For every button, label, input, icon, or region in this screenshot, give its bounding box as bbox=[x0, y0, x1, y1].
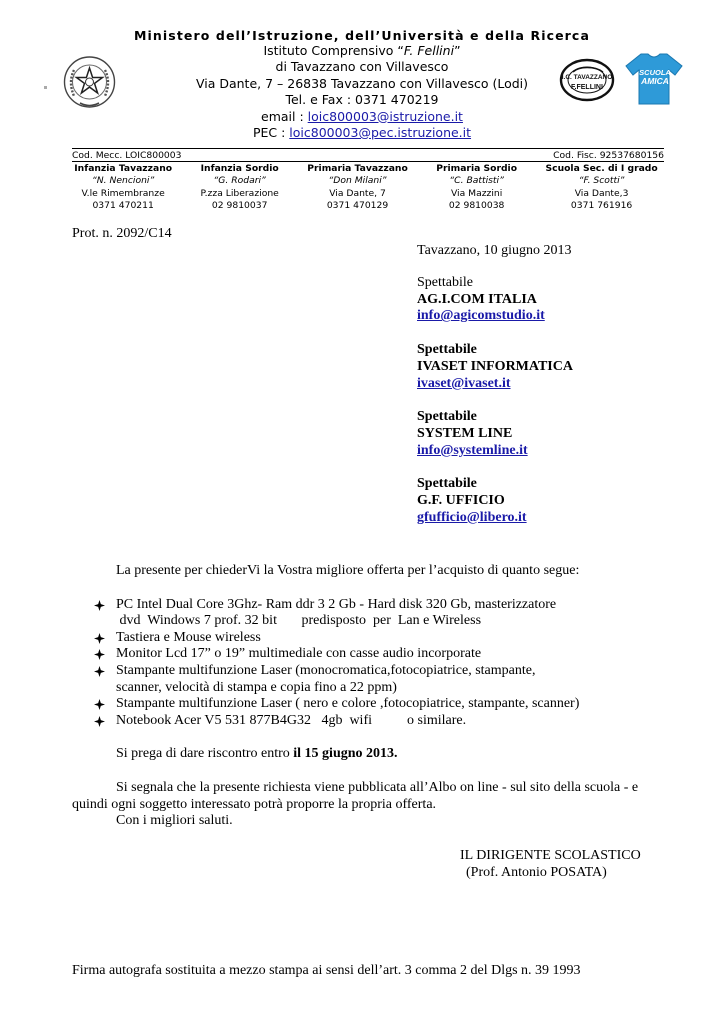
recipient-email-link[interactable]: info@agicomstudio.it bbox=[417, 308, 545, 324]
letter-body bbox=[72, 563, 662, 830]
institute-address: Via Dante, 7 – 26838 Tavazzano con Villavesco (Lodi) bbox=[195, 75, 529, 91]
pec-link[interactable]: loic800003@pec.istruzione.it bbox=[289, 125, 472, 141]
protocol-number: Prot. n. 2092/C14 bbox=[72, 226, 172, 241]
diamond-bullet-icon bbox=[94, 716, 105, 727]
scuola-amica-shirt-logo bbox=[624, 50, 684, 106]
list-item: Monitor Lcd 17” o 19” multimediale con casse audio incorporate bbox=[72, 646, 662, 663]
institute-pec: PEC : loic800003@pec.istruzione.it bbox=[252, 125, 472, 141]
recipient-block: Spettabile SYSTEM LINE info@systemline.it bbox=[417, 409, 573, 459]
signature-block bbox=[460, 848, 641, 882]
diamond-bullet-icon bbox=[94, 600, 105, 611]
institute-town: di Tavazzano con Villavesco bbox=[275, 59, 449, 75]
ministry-heading: Ministero dell’Istruzione, dell’Università e della Ricerca bbox=[134, 28, 590, 43]
deadline-date: il 15 giugno 2013. bbox=[293, 746, 398, 762]
cod-mecc: Cod. Mecc. LOIC800003 bbox=[72, 150, 182, 161]
recipient-email-link[interactable]: info@systemline.it bbox=[417, 442, 528, 458]
list-item: Tastiera e Mouse wireless bbox=[72, 630, 662, 647]
school-column: Primaria Sordio “C. Battisti” Via Mazzini 02 9810038 bbox=[436, 163, 518, 212]
footer-note: Firma autografa sostituita a mezzo stampa ai sensi dell’art. 3 comma 2 del Dlgs n. 39 1993 bbox=[72, 963, 581, 978]
recipient-email-link[interactable]: gfufficio@libero.it bbox=[417, 509, 527, 525]
signatory-title: IL DIRIGENTE SCOLASTICO bbox=[460, 848, 641, 863]
logo-circle-text-bottom: F.FELLINI bbox=[571, 84, 603, 91]
institute-email: email : loic800003@istruzione.it bbox=[261, 108, 463, 124]
institute-name: Istituto Comprensivo “F. Fellini” bbox=[263, 43, 461, 58]
list-item: PC Intel Dual Core 3Ghz- Ram ddr 3 2 Gb - Hard disk 320 Gb, masterizzatore dvd Windows 7 prof. 32 bit predisposto per Lan e Wireless bbox=[72, 597, 662, 630]
schools-row bbox=[60, 163, 672, 213]
recipients bbox=[417, 243, 573, 544]
cod-fisc: Cod. Fisc. 92537680156 bbox=[553, 150, 664, 161]
intro-paragraph: La presente per chiederVi la Vostra migliore offerta per l’acquisto di quanto segue: bbox=[116, 563, 580, 578]
notice-paragraph: Si segnala che la presente richiesta viene pubblicata all’Albo on line - sul sito della scuola - e quindi ogni soggetto interessato potrà proporre la propria offerta. bbox=[72, 779, 639, 812]
shirt-text-2: AMICA bbox=[641, 76, 669, 86]
diamond-bullet-icon bbox=[94, 649, 105, 660]
logo-circle-text-top: I.C. TAVAZZANO bbox=[561, 74, 613, 81]
recipient-email-link[interactable]: ivaset@ivaset.it bbox=[417, 375, 511, 391]
recipient-block: Spettabile AG.I.COM ITALIA info@agicomstudio.it bbox=[417, 275, 573, 325]
email-link[interactable]: loic800003@istruzione.it bbox=[307, 108, 463, 124]
institute-info bbox=[150, 43, 574, 141]
school-column: Primaria Tavazzano “Don Milani” Via Dante, 7 0371 470129 bbox=[307, 163, 408, 212]
scan-dot bbox=[44, 86, 47, 89]
school-column: Scuola Sec. di I grado “F. Scotti” Via Dante,3 0371 761916 bbox=[545, 163, 658, 212]
recipient-block: Spettabile IVASET INFORMATICA ivaset@ivaset.it bbox=[417, 341, 573, 391]
letter-date: Tavazzano, 10 giugno 2013 bbox=[417, 243, 572, 258]
diamond-bullet-icon bbox=[94, 633, 105, 644]
school-circle-logo bbox=[559, 58, 615, 102]
header-rule-top bbox=[72, 148, 664, 149]
diamond-bullet-icon bbox=[94, 666, 105, 677]
shirt-text-1: SCUOLA bbox=[639, 68, 671, 77]
header-rule-mid bbox=[72, 161, 664, 162]
closing-line: Con i migliori saluti. bbox=[116, 813, 233, 829]
list-item: Notebook Acer V5 531 877B4G32 4gb wifi o similare. bbox=[72, 713, 662, 730]
school-column: Infanzia Sordio “G. Rodari” P.zza Liberazione 02 9810037 bbox=[200, 163, 279, 212]
deadline-paragraph: Si prega di dare riscontro entro il 15 giugno 2013. bbox=[116, 746, 398, 762]
institute-phone: Tel. e Fax : 0371 470219 bbox=[285, 92, 439, 108]
recipient-block: Spettabile G.F. UFFICIO gfufficio@libero.it bbox=[417, 476, 573, 526]
list-item: Stampante multifunzione Laser (monocromatica,fotocopiatrice, stampante, scanner, velocità di stampa e copia fino a 22 ppm) bbox=[72, 663, 662, 696]
list-item: Stampante multifunzione Laser ( nero e colore ,fotocopiatrice, stampante, scanner) bbox=[72, 696, 662, 713]
item-list bbox=[72, 597, 662, 730]
italian-republic-emblem-icon bbox=[62, 54, 117, 112]
signatory-name: (Prof. Antonio POSATA) bbox=[466, 864, 607, 880]
diamond-bullet-icon bbox=[94, 699, 105, 710]
school-column: Infanzia Tavazzano “N. Nencioni” V.le Rimembranze 0371 470211 bbox=[74, 163, 173, 212]
